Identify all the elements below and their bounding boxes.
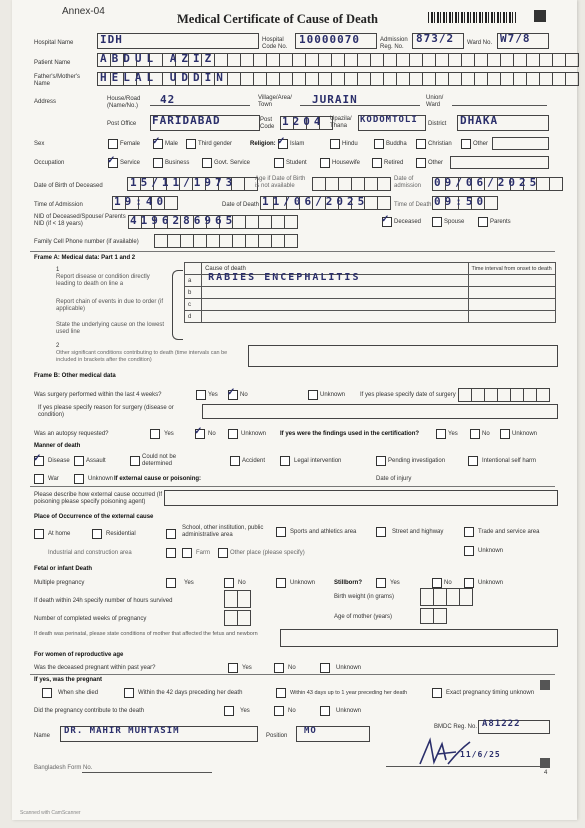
bmdc-value: A81222 (482, 719, 521, 729)
manner-selfharm-label: Intentional self harm (482, 458, 537, 464)
sex-label: Sex (34, 141, 45, 147)
sex-third-label: Third gender (198, 141, 233, 147)
weeks-boxes[interactable] (224, 610, 250, 626)
pregnant-yes-checkbox[interactable] (228, 663, 238, 673)
stillborn-no-checkbox[interactable] (432, 578, 442, 588)
interval-b-field[interactable] (468, 287, 556, 299)
surgery-no-label: No (240, 392, 248, 398)
place-unknown-label: Unknown (478, 548, 504, 554)
occupation-other-label: Other (428, 160, 444, 166)
father-name-label: Father's/Mother's Name (34, 74, 80, 87)
timing-unknown-label: Exact pregnancy timing unknown (446, 690, 535, 696)
multiple-no-checkbox[interactable] (224, 578, 234, 588)
contribute-no-checkbox[interactable] (274, 706, 284, 716)
findings-yes-checkbox[interactable] (436, 429, 446, 439)
upazila-label: Upazila/ Thana (330, 116, 352, 129)
frame-a-title: Frame A: Medical data: Part 1 and 2 (34, 255, 136, 261)
place-trade-checkbox[interactable] (464, 527, 474, 537)
occupation-business-checkbox[interactable] (153, 158, 163, 168)
dob-label: Date of Birth of Deceased (34, 183, 103, 189)
stillborn-yes-label: Yes (390, 580, 400, 586)
findings-no-checkbox[interactable] (470, 429, 480, 439)
manner-assault-checkbox[interactable] (74, 456, 84, 466)
multiple-unknown-label: Unknown (290, 580, 316, 586)
external-cause-label: If external cause or poisoning: (114, 476, 202, 482)
hours-survived-label: If death within 24h specify number of hours survived (34, 598, 173, 604)
position-label: Position (266, 733, 288, 739)
timing-died-label: When she died (58, 690, 99, 696)
cause-b-field[interactable] (202, 287, 468, 299)
village-value: JURAIN (312, 93, 358, 106)
contribute-no-label: No (288, 708, 296, 714)
admission-reg-value: 873/2 (416, 32, 455, 45)
row-label-d: d (185, 311, 202, 323)
manner-legal-checkbox[interactable] (280, 456, 290, 466)
occupation-other-field[interactable] (450, 156, 549, 169)
findings-unknown-label: Unknown (512, 431, 538, 437)
manner-war-checkbox[interactable] (34, 474, 44, 484)
religion-other-label: Other (473, 141, 489, 147)
part2-field[interactable] (248, 345, 558, 367)
page-title: Medical Certificate of Cause of Death (177, 12, 378, 26)
age-label: Age if Date of Birth is not available (255, 176, 306, 189)
hospital-code-value: 10000070 (299, 33, 360, 46)
admission-reg-label: Admission Reg. No. (380, 37, 408, 50)
house-road-label: House/Road (Name/No.) (107, 96, 141, 109)
stillborn-unknown-checkbox[interactable] (464, 578, 474, 588)
bmdc-label: BMDC Reg. No. (434, 724, 478, 730)
multiple-yes-checkbox[interactable] (166, 578, 176, 588)
place-industrial-checkbox[interactable] (166, 548, 176, 558)
admission-time-value: 19:40 (114, 195, 168, 208)
place-school-label: School, other institution, public administrative area (182, 525, 264, 538)
union-ward-field[interactable] (452, 105, 547, 106)
place-industrial-label: Industrial and construction area (48, 550, 132, 556)
autopsy-unknown-label: Unknown (241, 431, 267, 437)
frame-b-title: Frame B: Other medical data (34, 373, 116, 379)
interval-header: Time interval from onset to death (468, 263, 556, 275)
religion-label: Religion: (250, 141, 276, 147)
manner-accident-checkbox[interactable] (230, 456, 240, 466)
religion-christian-checkbox[interactable] (416, 139, 426, 149)
qr-icon (540, 680, 550, 690)
post-code-label: Post Code (260, 117, 275, 130)
surgery-unknown-checkbox[interactable] (308, 390, 318, 400)
place-residential-checkbox[interactable] (92, 529, 102, 539)
hours-survived-boxes[interactable] (224, 590, 250, 608)
pregnant-yes-label: Yes (242, 665, 252, 671)
house-road-value: 42 (160, 93, 176, 106)
occupation-other-checkbox[interactable] (416, 158, 426, 168)
occupation-student-label: Student (286, 160, 307, 166)
contribute-question: Did the pregnancy contribute to the death (34, 708, 145, 714)
timing-1year-label: Within 43 days up to 1 year preceding her death (290, 690, 408, 696)
religion-other-checkbox[interactable] (461, 139, 471, 149)
interval-d-field[interactable] (468, 311, 556, 323)
place-other-label: Other place (please specify) (230, 550, 305, 556)
occupation-business-label: Business (165, 160, 190, 166)
cause-header: Cause of death (202, 263, 468, 275)
post-office-label: Post Office (107, 121, 137, 127)
timing-42days-label: Within the 42 days preceding her death (138, 690, 243, 696)
injury-date-label: Date of injury (376, 476, 412, 482)
check-icon: ✓ (381, 214, 390, 225)
religion-christian-label: Christian (428, 141, 452, 147)
nid-value: 4196286965 (130, 214, 237, 227)
weeks-label: Number of completed weeks of pregnancy (34, 616, 147, 622)
qr-icon (540, 758, 550, 768)
place-unknown-checkbox[interactable] (464, 546, 474, 556)
timing-42days-checkbox[interactable] (124, 688, 134, 698)
sex-female-label: Female (120, 141, 141, 147)
part1-underlying-instruction: State the underlying cause on the lowest used line (56, 322, 165, 335)
manner-pending-checkbox[interactable] (376, 456, 386, 466)
patient-name-label: Patient Name (34, 60, 71, 66)
admission-time-label: Time of Admission (34, 202, 83, 208)
findings-no-label: No (482, 431, 490, 437)
interval-c-field[interactable] (468, 299, 556, 311)
stillborn-label: Stillborn? (334, 580, 362, 586)
check-icon: ✓ (277, 136, 286, 147)
occupation-retired-checkbox[interactable] (372, 158, 382, 168)
multiple-no-label: No (238, 580, 246, 586)
place-street-label: Street and highway (392, 529, 444, 535)
place-school-checkbox[interactable] (166, 529, 176, 539)
manner-war-label: War (48, 476, 59, 482)
interval-a-field[interactable] (468, 275, 556, 287)
religion-other-field[interactable] (492, 137, 549, 150)
cause-a-value: RABIES ENCEPHALITIS (208, 272, 361, 283)
check-icon: ✓ (107, 155, 116, 166)
part2-number: 2 (56, 343, 60, 349)
perinatal-label: If death was perinatal, please state conditions of mother that affected the fetus and newborn (34, 631, 258, 637)
signatory-name-label: Name (34, 733, 51, 739)
manner-undetermined-label: Could not be determined (142, 454, 177, 467)
surgery-date-boxes[interactable] (458, 388, 549, 402)
occupation-govt-label: Govt. Service (214, 160, 251, 166)
place-sports-checkbox[interactable] (276, 527, 286, 537)
divider (30, 251, 555, 252)
cause-of-death-table (184, 262, 556, 323)
multiple-unknown-checkbox[interactable] (276, 578, 286, 588)
place-home-label: At home (48, 531, 71, 537)
cause-a-field[interactable] (202, 272, 468, 287)
describe-external-field[interactable] (164, 490, 558, 506)
place-title: Place of Occurrence of the external cause (34, 514, 154, 520)
hospital-name-label: Hospital Name (34, 40, 74, 46)
death-time-value: 09:50 (434, 195, 488, 208)
part1-chain-instruction: Report chain of events in due to order (if applicable) (56, 299, 164, 312)
dob-value: 15/11/1973 (130, 176, 237, 189)
nid-parents-checkbox[interactable] (478, 217, 488, 227)
autopsy-yes-label: Yes (164, 431, 174, 437)
birth-weight-boxes[interactable] (420, 588, 472, 606)
place-farm-label: Farm (196, 550, 210, 556)
pregnant-question: Was the deceased pregnant within past year? (34, 665, 156, 671)
divider (30, 674, 555, 675)
post-office-value: FARIDABAD (152, 114, 221, 127)
timing-1year-checkbox[interactable] (276, 688, 286, 698)
findings-unknown-checkbox[interactable] (500, 429, 510, 439)
phone-label: Family Cell Phone number (if available) (34, 239, 139, 245)
row-label-a: a (185, 275, 202, 287)
religion-buddha-label: Buddha (386, 141, 407, 147)
women-title: For women of reproductive age (34, 652, 124, 658)
religion-buddha-checkbox[interactable] (374, 139, 384, 149)
contribute-unknown-label: Unknown (336, 708, 362, 714)
sex-female-checkbox[interactable] (108, 139, 118, 149)
upazila-value: KODOMTOLI (360, 115, 418, 125)
signature-line (386, 766, 546, 767)
pregnant-no-label: No (288, 665, 296, 671)
manner-disease-label: Disease (48, 458, 70, 464)
nid-parents-label: Parents (490, 219, 511, 225)
surgery-date-label: If yes please specify date of surgery (360, 392, 456, 398)
address-label: Address (34, 99, 57, 105)
contribute-yes-label: Yes (240, 708, 250, 714)
union-ward-label: Union/ Ward (426, 95, 444, 108)
manner-selfharm-checkbox[interactable] (468, 456, 478, 466)
scanner-watermark: Scanned with CamScanner (20, 810, 81, 816)
occupation-housewife-checkbox[interactable] (320, 158, 330, 168)
pregnant-no-checkbox[interactable] (274, 663, 284, 673)
district-value: DHAKA (460, 114, 499, 127)
occupation-housewife-label: Housewife (332, 160, 361, 166)
fetal-title: Fetal or infant Death (34, 566, 93, 572)
district-label: District (428, 121, 447, 127)
place-other-checkbox[interactable] (218, 548, 228, 558)
check-icon: ✓ (227, 387, 236, 398)
was-pregnant-label: If yes, was the pregnant (34, 677, 103, 683)
death-date-label: Date of Death (222, 202, 260, 208)
nid-deceased-label: Deceased (394, 219, 422, 225)
sex-third-checkbox[interactable] (186, 139, 196, 149)
manner-undetermined-checkbox[interactable] (130, 456, 140, 466)
place-sports-label: Sports and athletics area (290, 529, 357, 535)
occupation-service-label: Service (120, 160, 141, 166)
row-label-c: c (185, 299, 202, 311)
nid-label: NID of Deceased/Spouse/ Parents NID (if < 18 years) (34, 214, 126, 227)
surgery-unknown-label: Unknown (320, 392, 346, 398)
manner-pending-label: Pending investigation (388, 458, 446, 464)
check-icon: ✓ (194, 426, 203, 437)
cause-c-field[interactable] (202, 299, 468, 311)
surgery-yes-label: Yes (208, 392, 218, 398)
manner-accident-label: Accident (242, 458, 266, 464)
religion-hindu-checkbox[interactable] (330, 139, 340, 149)
father-name-value: HELAL UDDIN (100, 71, 228, 84)
occupation-student-checkbox[interactable] (274, 158, 284, 168)
patient-name-value: ABDUL AZIZ (100, 52, 217, 65)
row-label-b: b (185, 287, 202, 299)
barcode (428, 12, 516, 23)
admission-date-label: Date of admission (394, 176, 422, 189)
admission-date-value: 09/06/2025 (434, 176, 541, 189)
hospital-code-label: Hospital Code No. (262, 37, 288, 50)
surgery-question: Was surgery performed within the last 4 weeks? (34, 392, 162, 398)
autopsy-yes-checkbox[interactable] (150, 429, 160, 439)
nid-spouse-checkbox[interactable] (432, 217, 442, 227)
contribute-yes-checkbox[interactable] (224, 706, 234, 716)
sex-male-label: Male (165, 141, 179, 147)
certificate-page (12, 0, 577, 820)
qr-icon (534, 10, 546, 22)
signature-date: 11/6/25 (460, 750, 501, 759)
bangladesh-form-label: Bangladesh Form No. (34, 765, 93, 771)
surgery-reason-label: If yes please specify reason for surgery (disease or condition) (38, 405, 174, 418)
post-code-value: 1204 (282, 115, 325, 128)
check-icon: ✓ (33, 453, 42, 464)
stillborn-yes-checkbox[interactable] (376, 578, 386, 588)
pregnant-unknown-checkbox[interactable] (320, 663, 330, 673)
bracket-icon (172, 270, 183, 340)
age-boxes[interactable] (312, 177, 390, 191)
annex-label: Annex-04 (62, 6, 105, 17)
death-time-label: Time of Death (394, 202, 432, 208)
contribute-unknown-checkbox[interactable] (320, 706, 330, 716)
cause-d-field[interactable] (202, 311, 468, 323)
ward-label: Ward No. (467, 40, 493, 46)
occupation-govt-checkbox[interactable] (202, 158, 212, 168)
ward-value: W7/8 (500, 32, 531, 45)
hospital-name-value: IDH (100, 33, 123, 46)
part1-number: 1 (56, 267, 60, 273)
part2-instruction: Other significant conditions contributing to death (time intervals can be included in brackets after the condition) (56, 350, 228, 363)
nid-spouse-label: Spouse (444, 219, 465, 225)
mother-age-label: Age of mother (years) (334, 614, 393, 620)
findings-yes-label: Yes (448, 431, 458, 437)
mother-age-boxes[interactable] (420, 608, 446, 624)
phone-boxes[interactable] (154, 234, 297, 248)
place-farm-checkbox[interactable] (182, 548, 192, 558)
religion-islam-label: Islam (290, 141, 305, 147)
autopsy-findings-label: If yes were the findings used in the certification? (280, 431, 420, 437)
manner-legal-label: Legal intervention (294, 458, 342, 464)
describe-external-label: Please describe how external cause occurred (If poisoning please specify poisoning agent) (34, 492, 163, 505)
manner-assault-label: Assault (86, 458, 106, 464)
place-street-checkbox[interactable] (376, 527, 386, 537)
part1-instruction: Report disease or condition directly leading to death on line a (56, 274, 150, 287)
autopsy-no-label: No (208, 431, 216, 437)
manner-title: Manner of death (34, 443, 81, 449)
page-number: 4 (544, 770, 548, 776)
birth-weight-label: Birth weight (in grams) (334, 594, 395, 600)
place-home-checkbox[interactable] (34, 529, 44, 539)
multiple-yes-label: Yes (184, 580, 194, 586)
occupation-label: Occupation (34, 160, 65, 166)
autopsy-question: Was an autopsy requested? (34, 431, 109, 437)
multiple-pregnancy-label: Multiple pregnancy (34, 580, 85, 586)
position-value: MO (304, 726, 317, 736)
check-icon: ✓ (152, 136, 161, 147)
place-residential-label: Residential (106, 531, 136, 537)
manner-unknown-label: Unknown (88, 476, 114, 482)
signatory-name-value: DR. MAHIR MUHTASIM (64, 726, 180, 736)
stillborn-unknown-label: Unknown (478, 580, 504, 586)
place-trade-label: Trade and service area (478, 529, 540, 535)
timing-unknown-checkbox[interactable] (432, 688, 442, 698)
autopsy-unknown-checkbox[interactable] (228, 429, 238, 439)
occupation-retired-label: Retired (384, 160, 404, 166)
bangladesh-form-field[interactable] (82, 772, 212, 773)
death-date-value: 11/06/2025 (262, 195, 369, 208)
manner-unknown-checkbox[interactable] (74, 474, 84, 484)
village-label: Village/Area/ Town (258, 95, 292, 108)
perinatal-field[interactable] (280, 629, 558, 647)
timing-died-checkbox[interactable] (42, 688, 52, 698)
pregnant-unknown-label: Unknown (336, 665, 362, 671)
surgery-yes-checkbox[interactable] (196, 390, 206, 400)
divider (30, 486, 555, 487)
surgery-reason-field[interactable] (202, 404, 558, 419)
stillborn-no-label: No (444, 580, 452, 586)
religion-hindu-label: Hindu (342, 141, 358, 147)
